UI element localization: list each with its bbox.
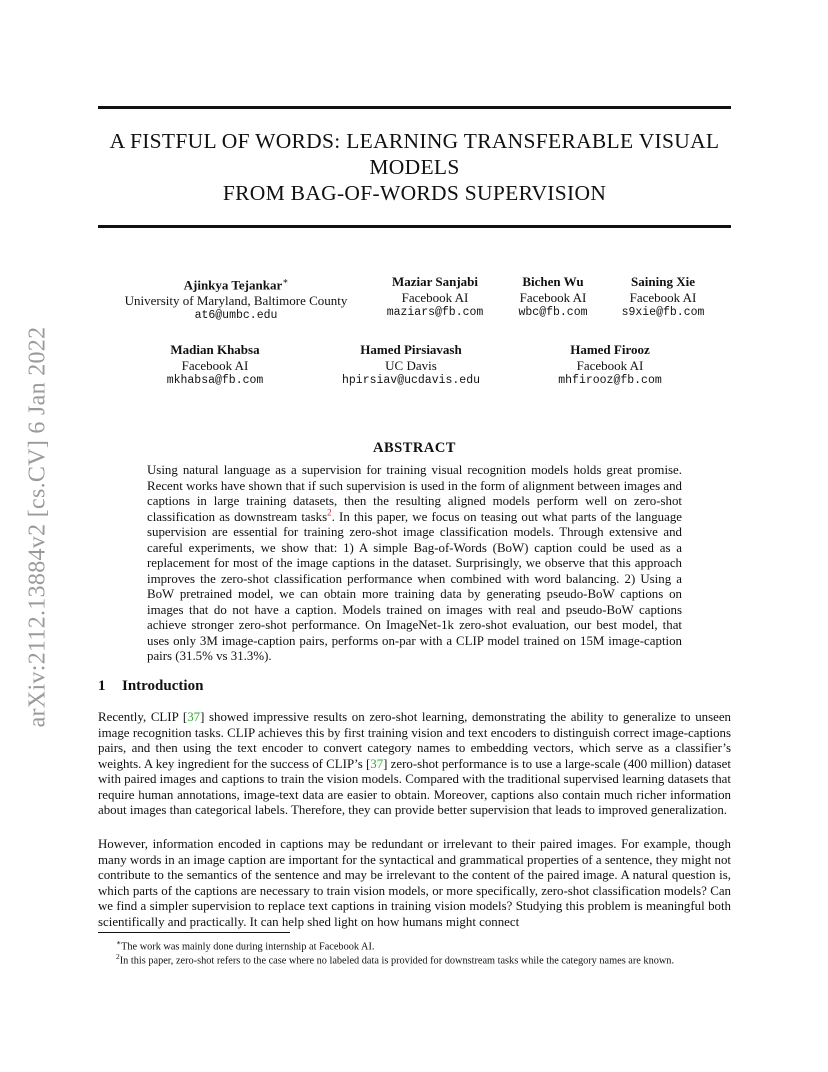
- author-block: [548, 342, 672, 389]
- title-line-2: MODELS: [369, 155, 460, 179]
- author-affiliation: University of Maryland, Baltimore County: [124, 292, 348, 308]
- abstract-heading: ABSTRACT: [373, 440, 456, 456]
- author-email[interactable]: hpirsiav@ucdavis.edu: [341, 374, 481, 387]
- author-affiliation: UC Davis: [385, 357, 437, 373]
- paragraph-text: ] showed impressive results on zero-shot learning, demonstrating the ability to generalize to unseen image recognition tasks. CLIP achieves this by first training vision and text encoders to distinguish correct image-captions pairs, and then using the text encoder to convert category names to embedding vectors, which serve as a classifier’s weights. A key ingredient for the success of CLIP’s [: [98, 710, 732, 771]
- section-title: Introduction: [122, 678, 204, 694]
- citation-link[interactable]: 37: [187, 710, 201, 724]
- author-name: Hamed Firooz: [570, 342, 650, 357]
- author-block: [118, 274, 354, 324]
- footnote-text: The work was mainly done during internship at Facebook AI.: [121, 941, 375, 953]
- author-block: [150, 342, 280, 389]
- abstract-body: [147, 463, 682, 665]
- title-bottom-rule: [98, 225, 731, 228]
- footnote: [98, 950, 731, 967]
- author-email[interactable]: mkhabsa@fb.com: [166, 374, 264, 387]
- intro-paragraph: However, information encoded in captions may be redundant or irrelevant to their paired images. For example, though many words in an image caption are important for the syntactical and grammatical properties of a sentence, they might not contribute to the semantics of the sentence and may be irrelevant to the content of the paired image. A natural question is, which parts of the captions are necessary to train vision models, or more specifically, zero-shot classification models? Can we find a simpler supervision to replace text captions in training vision models? Studying this problem is meaningful both scientifically and practically. It can help shed light on how humans might connect: [98, 837, 731, 929]
- author-name: Maziar Sanjabi: [391, 274, 479, 289]
- author-name: Bichen Wu: [522, 274, 584, 289]
- author-affiliation: Facebook AI: [576, 357, 644, 373]
- title-line-3: FROM BAG-OF-WORDS SUPERVISION: [222, 181, 607, 205]
- abstract-text-part: . In this paper, we focus on teasing out what parts of the language supervision are essential for training zero-shot image classification models. Through extensive and careful experiments, we show that: 1) A simple Bag-of-Words (BoW) caption could be used as a replacement for most of the image captions in the dataset. Surprisingly, we observe that this approach improves the zero-shot classification performance when combined with word balancing. 2) Using a BoW pretrained model, we can obtain more training data by generating pseudo-BoW captions on images that do not have a caption. Models trained on images with real and pseudo-BoW captions achieve stronger zero-shot performance. On ImageNet-1k zero-shot evaluation, our best model, that uses only 3M image-caption pairs, performs on-par with a CLIP model trained on 15M image-caption pairs (31.5% vs 31.3%).: [147, 509, 682, 663]
- author-footnote-mark: ∗: [282, 276, 289, 286]
- title-line-1: A FISTFUL OF WORDS: LEARNING TRANSFERABLE VISUAL: [109, 129, 720, 153]
- author-affiliation: Facebook AI: [519, 289, 587, 305]
- author-affiliation: Facebook AI: [401, 289, 469, 305]
- arxiv-identifier: arXiv:2112.13884v2 [cs.CV] 6 Jan 2022: [24, 326, 51, 728]
- paragraph-text: ] zero-shot performance is to use a large-scale (400 million) dataset with paired images and captions to train the vision models. Compared with the traditional supervised learning datasets that require human annotations, image-text data are easier to obtain. Moreover, captions also contain much richer information about images than categorical labels. Therefore, they can provide better supervision that leads to improved generalization.: [98, 756, 731, 817]
- author-email[interactable]: wbc@fb.com: [518, 306, 588, 319]
- paragraph-text: Recently, CLIP [: [98, 710, 188, 724]
- intro-paragraph: [98, 710, 731, 819]
- paper-title: [98, 128, 731, 206]
- section-heading: [98, 678, 203, 695]
- author-name: Madian Khabsa: [170, 342, 260, 357]
- footnote-ref[interactable]: 2: [327, 507, 332, 518]
- author-block: [506, 274, 600, 321]
- author-block: [330, 342, 492, 389]
- author-name: Saining Xie: [631, 274, 695, 289]
- title-top-rule: [98, 106, 731, 109]
- author-name: Ajinkya Tejankar: [183, 277, 283, 293]
- author-name: Hamed Pirsiavash: [360, 342, 462, 357]
- section-number: 1: [98, 678, 106, 694]
- author-affiliation: Facebook AI: [181, 357, 249, 373]
- author-email[interactable]: at6@umbc.edu: [194, 309, 278, 323]
- author-email[interactable]: s9xie@fb.com: [621, 306, 705, 319]
- author-email[interactable]: mhfirooz@fb.com: [558, 374, 662, 387]
- author-affiliation: Facebook AI: [629, 289, 697, 305]
- footnote-mark: ∗: [116, 938, 122, 947]
- author-block: [610, 274, 716, 321]
- author-email[interactable]: maziars@fb.com: [386, 306, 484, 319]
- citation-link[interactable]: 37: [370, 756, 384, 771]
- footnote-mark: 2: [116, 952, 120, 961]
- arxiv-side-stamp: [18, 292, 58, 762]
- footnote-rule: [98, 932, 290, 933]
- footnote-text: In this paper, zero-shot refers to the case where no labeled data is provided for downstream tasks while the category names are known.: [119, 955, 675, 967]
- author-block: [376, 274, 494, 321]
- abstract-text-part: Using natural language as a supervision for training visual recognition models holds great promise. Recent works have shown that if such supervision is used in the form of alignment between images and captions in large training datasets, then the resulting aligned models perform well on zero-shot classification as downstream tasks: [147, 463, 682, 524]
